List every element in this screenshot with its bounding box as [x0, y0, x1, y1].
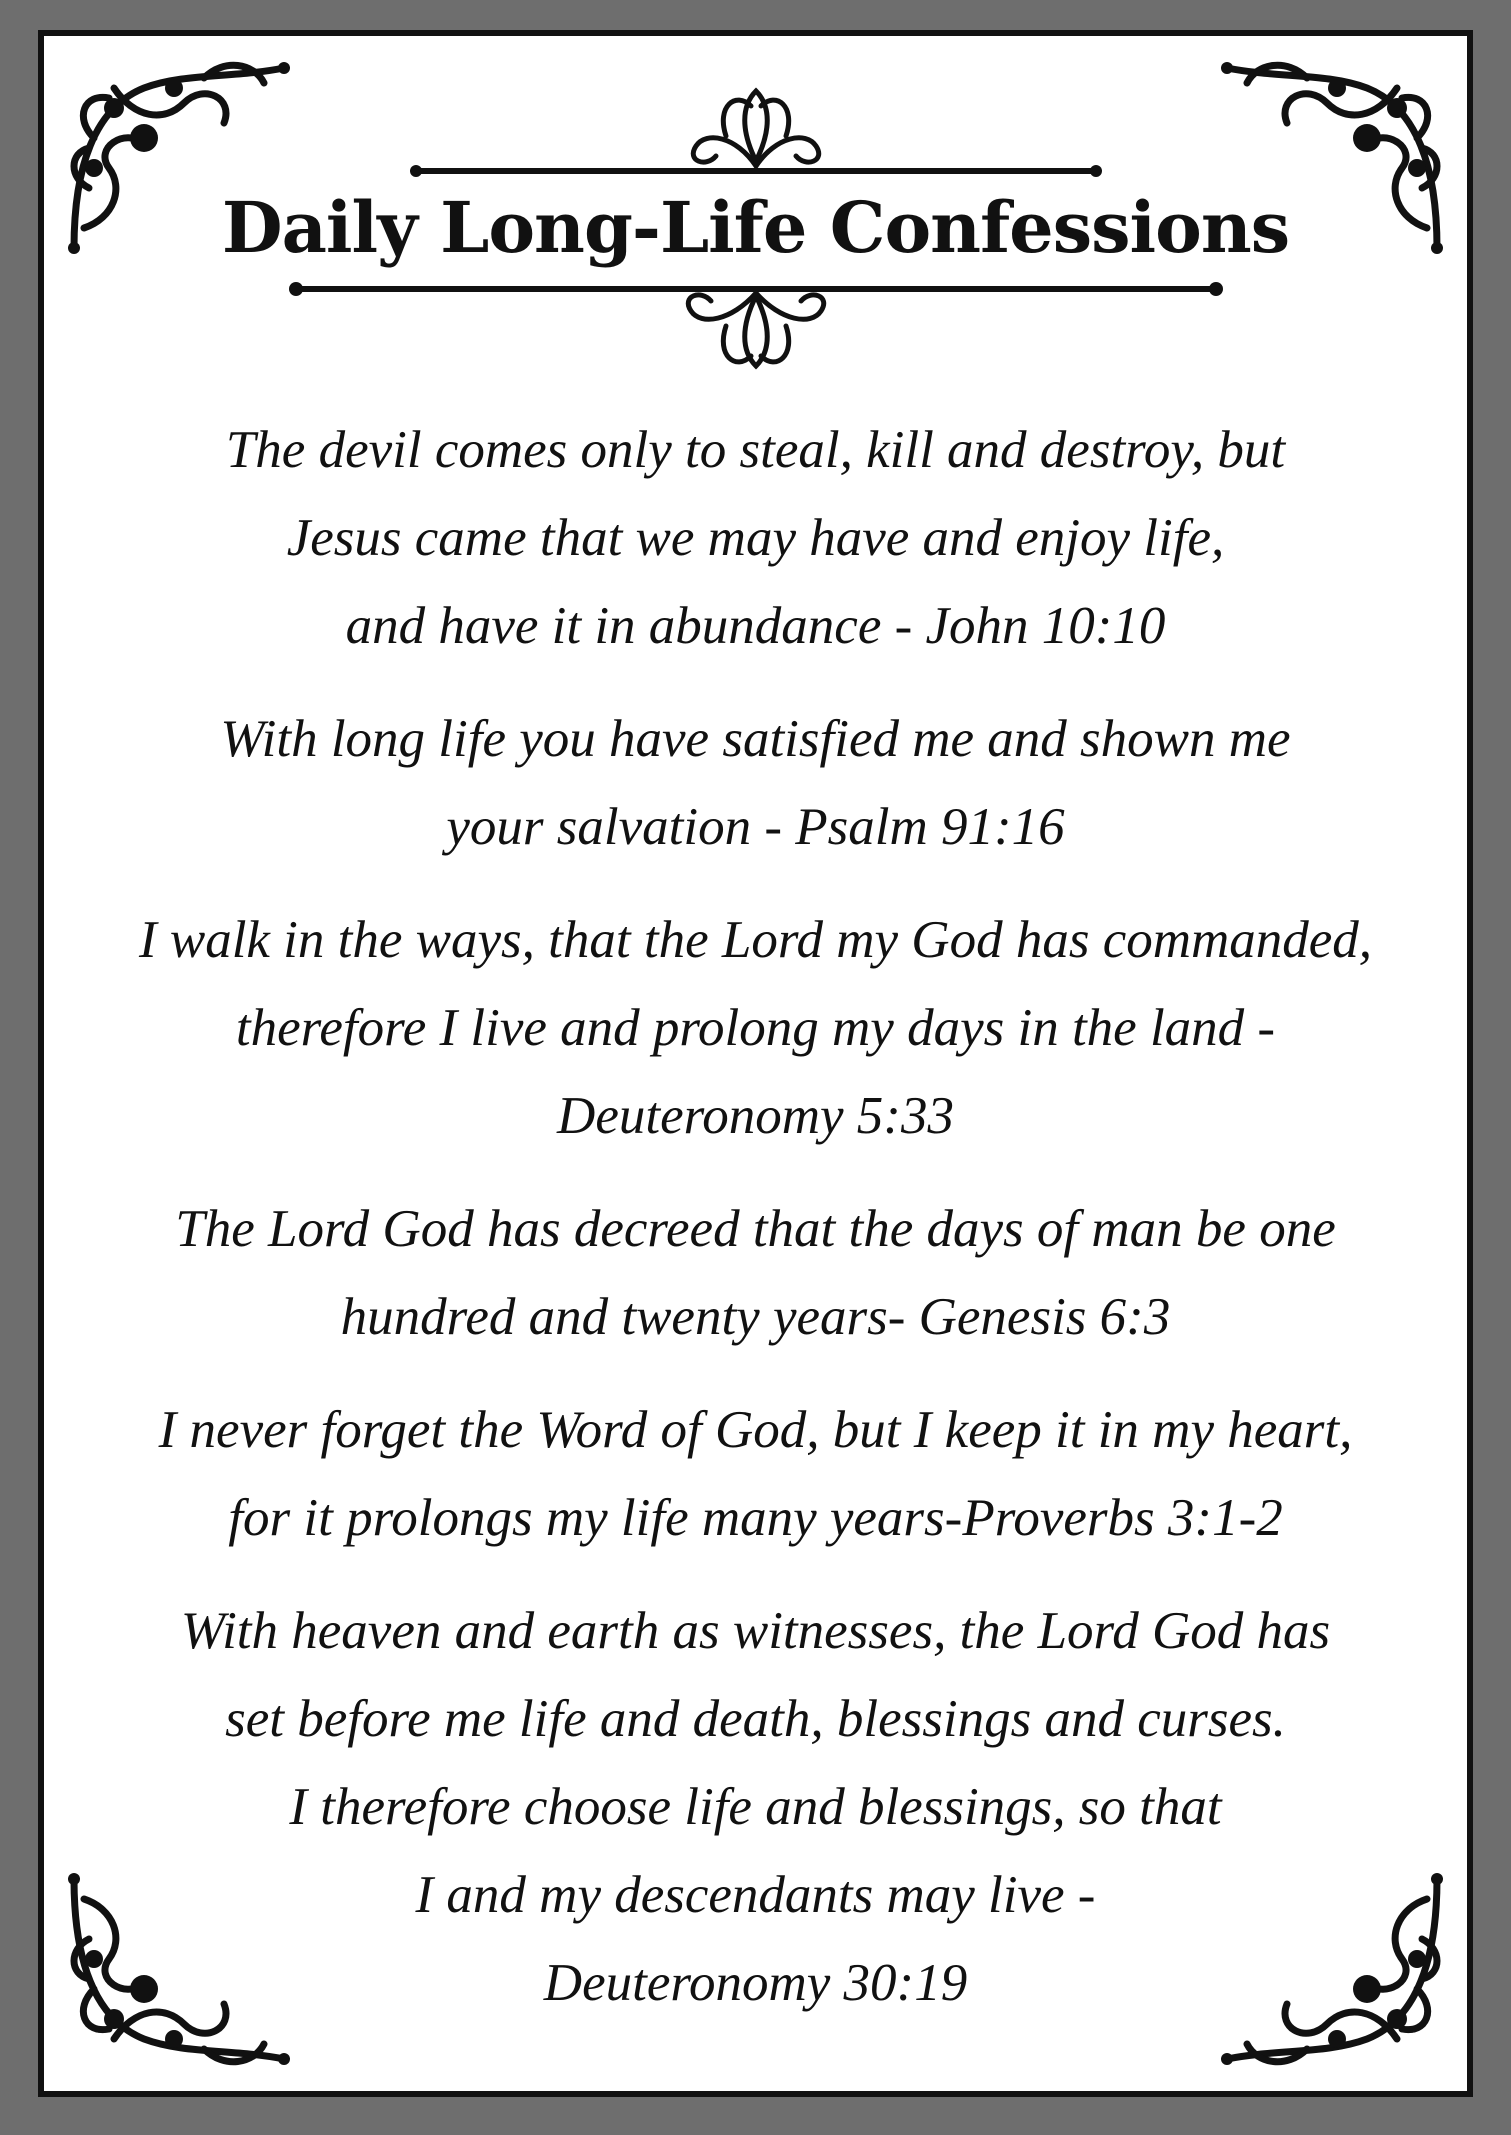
verse-line: Deuteronomy 5:33: [557, 1087, 954, 1145]
verse-line: Deuteronomy 30:19: [543, 1954, 968, 2012]
confession-card: [38, 30, 1473, 2097]
verse-line: for it prolongs my life many years-Proverbs 3:1-2: [228, 1489, 1283, 1547]
verse-line: Jesus came that we may have and enjoy life,: [286, 509, 1225, 567]
scroll-divider-icon: [406, 76, 1106, 186]
verse-psalm-91-16: [84, 695, 1427, 871]
verse-line: I never forget the Word of God, but I keep it in my heart,: [158, 1401, 1353, 1459]
verse-john-10-10: [84, 406, 1427, 670]
verse-line: With heaven and earth as witnesses, the Lord God has: [180, 1602, 1331, 1660]
verse-list: [84, 406, 1427, 2052]
verse-line: The devil comes only to steal, kill and destroy, but: [225, 421, 1286, 479]
verse-line: your salvation - Psalm 91:16: [446, 798, 1065, 856]
verse-line: therefore I live and prolong my days in the land -: [235, 999, 1276, 1057]
verse-line: hundred and twenty years- Genesis 6:3: [340, 1288, 1171, 1346]
verse-proverbs-3-1-2: [84, 1386, 1427, 1562]
verse-line: and have it in abundance - John 10:10: [345, 597, 1166, 655]
verse-genesis-6-3: [84, 1185, 1427, 1361]
scroll-divider-icon: [286, 271, 1226, 381]
verse-deuteronomy-30-19: [84, 1587, 1427, 2027]
verse-line: I walk in the ways, that the Lord my God has commanded,: [138, 911, 1373, 969]
verse-deuteronomy-5-33: [84, 896, 1427, 1160]
page-title: Daily Long-Life Confessions: [221, 186, 1290, 269]
verse-line: The Lord God has decreed that the days of man be one: [175, 1200, 1336, 1258]
verse-line: I and my descendants may live -: [415, 1866, 1096, 1924]
verse-line: set before me life and death, blessings and curses.: [225, 1690, 1286, 1748]
verse-line: I therefore choose life and blessings, so that: [289, 1778, 1222, 1836]
verse-line: With long life you have satisfied me and shown me: [220, 710, 1291, 768]
